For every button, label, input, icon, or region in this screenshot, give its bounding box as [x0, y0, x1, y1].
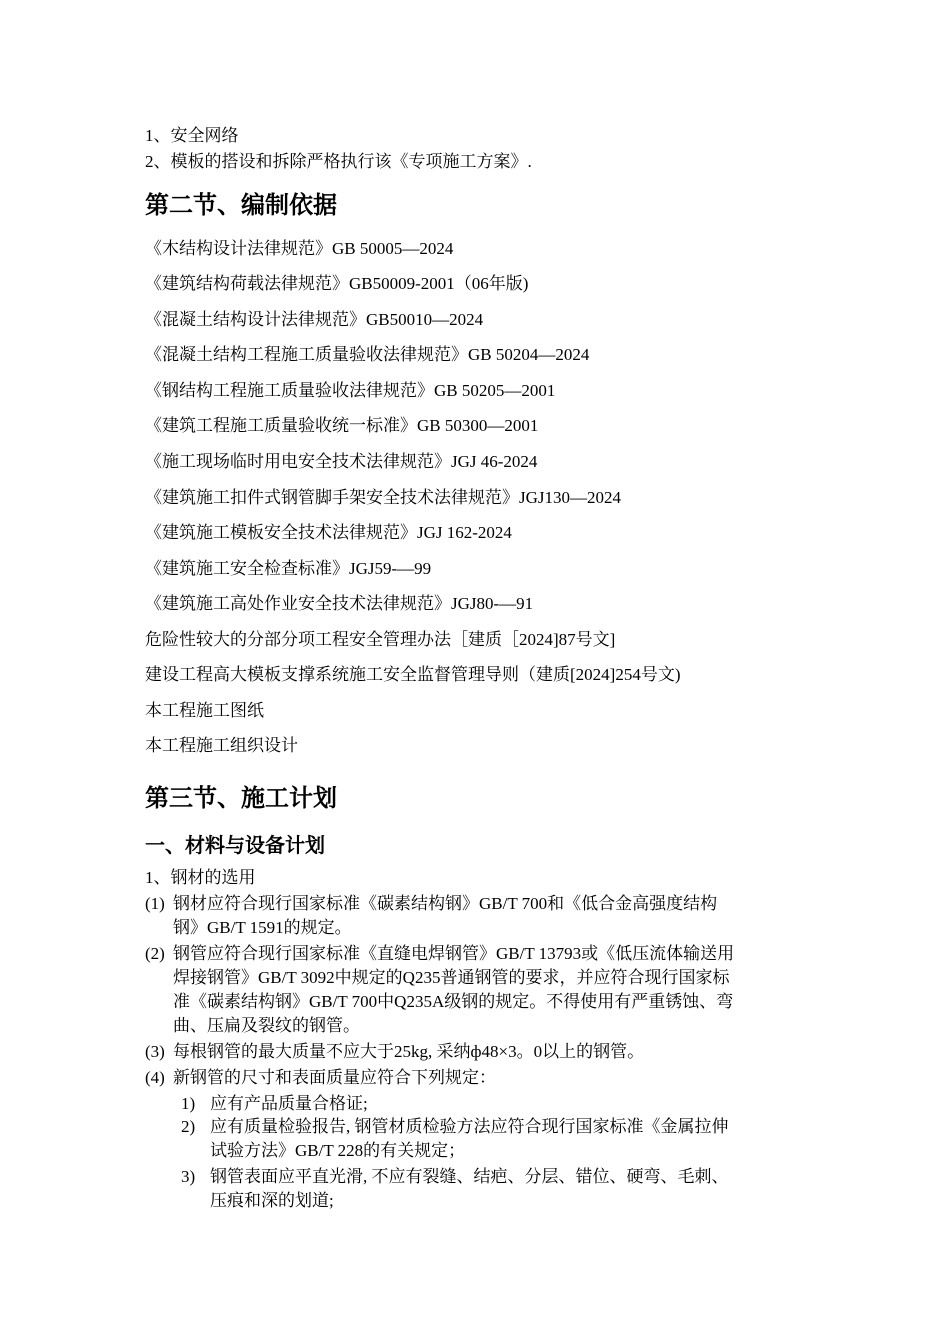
item-number: (4): [145, 1068, 165, 1087]
item-text-line: 每根钢管的最大质量不应大于25kg, 采纳ф48×3。0以上的钢管。: [173, 1042, 645, 1061]
reference-item: 建设工程高大模板支撑系统施工安全监督管理导则（建质[2024]254号文): [145, 665, 681, 684]
steel-selection-title: 1、钢材的选用: [145, 868, 256, 887]
reference-item: 危险性较大的分部分项工程安全管理办法［建质［2024]87号文]: [145, 630, 616, 649]
sub-item-text-line: 试验方法》GB/T 228的有关规定；: [210, 1141, 466, 1160]
intro-line-1: 1、安全网络: [145, 126, 239, 145]
sub-item-text-line: 压痕和深的划道;: [210, 1191, 334, 1210]
reference-item: 本工程施工图纸: [145, 701, 264, 720]
reference-item: 《钢结构工程施工质量验收法律规范》GB 50205—2001: [145, 381, 556, 400]
sub-item-text-line: 钢管表面应平直光滑, 不应有裂缝、结疤、分层、错位、硬弯、毛刺、: [210, 1167, 729, 1186]
reference-item: 《混凝土结构设计法律规范》GB50010—2024: [145, 310, 484, 329]
item-text-line: 准《碳素结构钢》GB/T 700中Q235A级钢的规定。不得使用有严重锈蚀、弯: [173, 992, 734, 1011]
sub-list-item: [181, 1165, 811, 1213]
reference-item: 本工程施工组织设计: [145, 736, 298, 755]
list-item: [145, 1066, 815, 1090]
intro-line-2: 2、模板的搭设和拆除严格执行该《专项施工方案》.: [145, 152, 532, 171]
sub-list-item: [181, 1092, 811, 1116]
list-item: [145, 892, 815, 940]
item-number: (1): [145, 894, 165, 913]
reference-item: 《木结构设计法律规范》GB 50005—2024: [145, 239, 454, 258]
item-text-line: 曲、压扁及裂纹的钢管。: [173, 1016, 360, 1035]
item-text-line: 焊接钢管》GB/T 3092中规定的Q235普通钢管的要求，并应符合现行国家标: [173, 968, 730, 987]
item-text-line: 新钢管的尺寸和表面质量应符合下列规定：: [173, 1068, 496, 1087]
reference-item: 《混凝土结构工程施工质量验收法律规范》GB 50204—2024: [145, 345, 590, 364]
item-text-line: 钢管应符合现行国家标准《直缝电焊钢管》GB/T 13793或《低压流体输送用: [173, 944, 735, 963]
sub-list-item: [181, 1115, 811, 1163]
reference-item: 《施工现场临时用电安全技术法律规范》JGJ 46-2024: [145, 452, 538, 471]
item-number: (3): [145, 1042, 165, 1061]
reference-item: 《建筑工程施工质量验收统一标准》GB 50300—2001: [145, 416, 539, 435]
reference-item: 《建筑施工模板安全技术法律规范》JGJ 162-2024: [145, 523, 512, 542]
item-number: (2): [145, 944, 165, 963]
list-item: [145, 942, 815, 1038]
reference-item: 《建筑结构荷载法律规范》GB50009-2001（06年版): [145, 274, 529, 293]
sub-item-number: 2): [181, 1117, 196, 1136]
reference-item: 《建筑施工扣件式钢管脚手架安全技术法律规范》JGJ130—2024: [145, 488, 622, 507]
item-text-line: 钢材应符合现行国家标准《碳素结构钢》GB/T 700和《低合金高强度结构: [173, 894, 718, 913]
sub-item-text-line: 应有产品质量合格证;: [210, 1094, 368, 1113]
subsection-heading-materials: 一、材料与设备计划: [145, 833, 325, 857]
reference-item: 《建筑施工安全检查标准》JGJ59-—99: [145, 559, 432, 578]
sub-item-number: 1): [181, 1094, 196, 1113]
reference-item: 《建筑施工高处作业安全技术法律规范》JGJ80-—91: [145, 594, 534, 613]
item-text-line: 钢》GB/T 1591的规定。: [173, 918, 352, 937]
section-heading-basis: 第二节、编制依据: [145, 191, 337, 219]
list-item: [145, 1040, 815, 1064]
sub-item-text-line: 应有质量检验报告, 钢管材质检验方法应符合现行国家标准《金属拉伸: [210, 1117, 729, 1136]
section-heading-plan: 第三节、施工计划: [145, 784, 337, 812]
sub-item-number: 3): [181, 1167, 196, 1186]
